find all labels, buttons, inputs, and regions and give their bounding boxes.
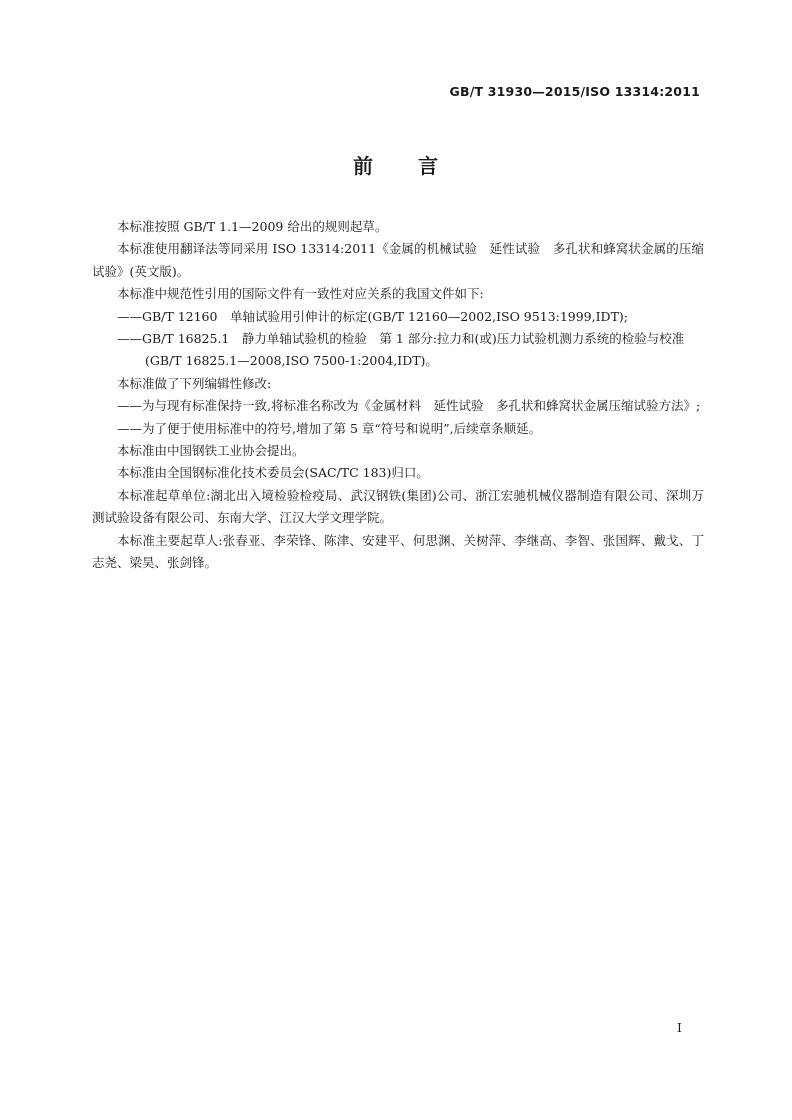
- foreword-body: [92, 216, 704, 575]
- paragraph-drafters: 本标准主要起草人:张春亚、李荣锋、陈津、安建平、何思渊、关树萍、李继高、李智、张国辉、戴戈、丁志尧、梁昊、张剑锋。: [92, 532, 704, 571]
- paragraph-drafting-rules: 本标准按照 GB/T 1.1—2009 给出的规则起草。: [117, 219, 388, 234]
- paragraph-drafting-organizations: 本标准起草单位:湖北出入境检验检疫局、武汉钢铁(集团)公司、浙江宏驰机械仪器制造有限公司、深圳万测试验设备有限公司、东南大学、江汉大学文理学院。: [92, 487, 704, 526]
- reference-item-gbt16825: ——GB/T 16825.1 静力单轴试验机的检验 第 1 部分:拉力和(或)压力试验机测力系统的检验与校准(GB/T 16825.1—2008,ISO 7500-1:2004,IDT)。: [117, 331, 685, 369]
- page-title: [0, 150, 792, 179]
- paragraph-adoption: 本标准使用翻译法等同采用 ISO 13314:2011《金属的机械试验 延性试验 多孔状和蜂窝状金属的压缩试验》(英文版)。: [92, 241, 704, 279]
- standard-code-header: GB/T 31930—2015/ISO 13314:2011: [449, 84, 700, 99]
- reference-item-gbt12160: ——GB/T 12160 单轴试验用引伸计的标定(GB/T 12160—2002,ISO 9513:1999,IDT);: [117, 308, 628, 324]
- paragraph-proposed-by: 本标准由中国钢铁工业协会提出。: [117, 443, 305, 459]
- paragraph-editorial-changes: 本标准做了下列编辑性修改:: [117, 375, 272, 391]
- title-char-2: 言: [418, 154, 439, 178]
- paragraph-administered-by: 本标准由全国钢标准化技术委员会(SAC/TC 183)归口。: [117, 465, 429, 481]
- editorial-change-title: ——为与现有标准保持一致,将标准名称改为《金属材料 延性试验 多孔状和蜂窝状金属压缩试验方法》;: [117, 398, 701, 414]
- page-number: I: [677, 1020, 682, 1035]
- editorial-change-symbols: ——为了便于使用标准中的符号,增加了第 5 章“符号和说明”,后续章条顺延。: [117, 420, 542, 436]
- title-char-1: 前: [353, 154, 374, 178]
- paragraph-normative-references: 本标准中规范性引用的国际文件有一致性对应关系的我国文件如下:: [117, 286, 484, 302]
